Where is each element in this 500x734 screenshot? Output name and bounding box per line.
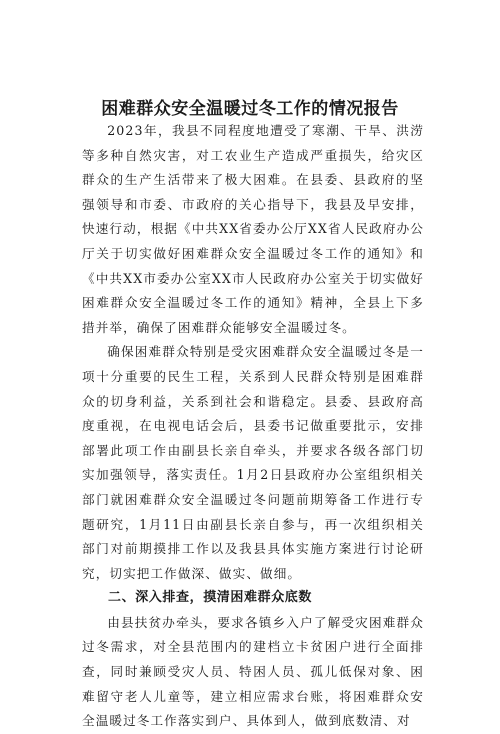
document-body — [82, 119, 424, 734]
paragraph-importance: 确保困难群众特别是受灾困难群众安全温暖过冬是一项十分重要的民生工程，关系到人民群众特别是困难群众的切身利益，关系到社会和谐稳定。县委、县政府高度重视，在电视电话会后，县委书记做重要批示，安排部署此项工作由副县长亲自牵头，并要求各级各部门切实加强领导，落实责任。1月2日县政府办公室组织相关部门就困难群众安全温暖过冬问题前期筹备工作进行专题研究，1月11日由副县长亲自参与，再一次组织相关部门对前期摸排工作以及我县具体实施方案进行讨论研究，切实把工作做深、做实、做细。 — [82, 344, 424, 581]
document-title: 困难群众安全温暖过冬工作的情况报告 — [101, 99, 399, 119]
section-heading-2: 二、深入排查，摸清困难群众底数 — [108, 590, 313, 606]
paragraph-intro: 2023年，我县不同程度地遭受了寒潮、干旱、洪涝等多种自然灾害，对工农业生产造成严重损失，给灾区群众的生产生活带来了极大困难。在县委、县政府的坚强领导和市委、市政府的关心指导下，我县及早安排，快速行动，根据《中共XX省委办公厅XX省人民政府办公厅关于切实做好困难群众安全温暖过冬工作的通知》和《中共XX市委办公室XX市人民政府办公室关于切实做好困难群众安全温暖过冬工作的通知》精神，全县上下多措并举，确保了困难群众能够安全温暖过冬。 — [82, 123, 424, 335]
paragraph-investigation: 由县扶贫办牵头，要求各镇乡入户了解受灾困难群众过冬需求，对全县范围内的建档立卡贫困户进行全面排查，同时兼顾受灾人员、特困人员、孤儿低保对象、困难留守老人儿童等，建立相应需求台账，将困难群众安全温暖过冬工作落实到户、具体到人，做到底数清、对 — [82, 614, 424, 729]
